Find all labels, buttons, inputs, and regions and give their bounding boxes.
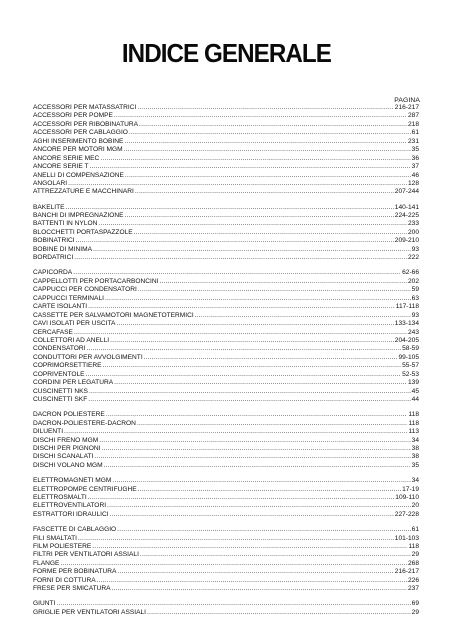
index-entry[interactable] <box>33 155 419 163</box>
entry-label: ELETTROSMALTI <box>33 494 87 501</box>
entry-label: ELETTROPOMPE CENTRIFUGHE <box>33 485 137 493</box>
index-entry[interactable] <box>33 354 419 362</box>
dot-leader <box>60 560 407 568</box>
index-entry[interactable] <box>33 420 419 428</box>
index-entry[interactable] <box>33 254 419 262</box>
index-entry[interactable] <box>33 146 419 154</box>
entry-page-number: 46 <box>411 171 419 179</box>
entry-label: ANELLI DI COMPENSAZIONE <box>33 171 124 179</box>
entry-page-number: 35 <box>411 146 419 154</box>
entry-page-number: 101-103 <box>394 534 419 542</box>
index-entry[interactable] <box>33 511 419 519</box>
index-entry[interactable] <box>33 477 419 485</box>
index-entry[interactable] <box>33 609 419 617</box>
entry-page-number: 202 <box>407 277 419 285</box>
entry-label: ANGOLARI <box>33 179 68 187</box>
dot-leader <box>68 180 407 188</box>
entry-page-number: 140-141 <box>394 203 419 211</box>
index-entry[interactable] <box>33 138 419 146</box>
entry-page-number: 118 <box>408 542 419 550</box>
dot-leader <box>74 254 407 262</box>
dot-leader <box>138 286 411 294</box>
index-entry[interactable] <box>33 560 419 568</box>
entry-label: FORNI DI COTTURA <box>33 576 96 584</box>
index-entry[interactable] <box>33 269 419 277</box>
index-entry[interactable] <box>33 428 419 436</box>
index-entry[interactable] <box>33 388 419 396</box>
entry-page-number: 37 <box>411 163 419 171</box>
entry-label: CONDUTTORI PER AVVOLGIMENTI <box>33 353 143 361</box>
index-entry[interactable] <box>33 543 419 551</box>
dot-leader <box>159 278 407 286</box>
entry-page-number: 61 <box>411 526 419 534</box>
index-entry[interactable] <box>33 337 419 345</box>
entry-page-number: 216-217 <box>394 104 419 111</box>
entry-page-number: 231 <box>407 137 419 145</box>
entry-page-number: 222 <box>407 254 419 262</box>
index-entry[interactable] <box>33 462 419 470</box>
dot-leader <box>76 237 394 245</box>
dot-leader <box>56 600 410 608</box>
entry-page-number: 34 <box>411 477 419 485</box>
entry-label: ELETTROMAGNETI MGM <box>33 477 112 485</box>
entry-page-number: 117-118 <box>395 303 419 311</box>
dot-leader <box>104 462 411 470</box>
dot-leader <box>112 585 407 593</box>
index-entry[interactable] <box>33 129 419 137</box>
index-entry[interactable] <box>33 312 419 320</box>
index-entry[interactable] <box>33 112 419 120</box>
index-group <box>33 526 419 594</box>
index-entry[interactable] <box>33 204 419 212</box>
dot-leader <box>64 428 407 436</box>
entry-page-number: 34 <box>411 436 419 444</box>
index-entry[interactable] <box>33 600 419 608</box>
index-entry[interactable] <box>33 121 419 129</box>
entry-label: ANCORE SERIE MEC <box>33 154 100 162</box>
dot-leader <box>87 345 402 353</box>
dot-leader <box>103 362 402 370</box>
entry-label: FILTRI PER VENTILATORI ASSIALI <box>33 551 139 559</box>
column-header-pagina: PAGINA <box>394 97 420 104</box>
dot-leader <box>114 112 407 120</box>
entry-page-number: 99-105 <box>398 353 419 361</box>
entry-page-number: 204-205 <box>394 336 419 344</box>
index-entry[interactable] <box>33 551 419 559</box>
entry-page-number: 233 <box>407 220 419 228</box>
entry-label: BOBINATRICI <box>33 237 75 245</box>
entry-page-number: 218 <box>407 120 419 128</box>
entry-label: BANCHI DI IMPREGNAZIONE <box>33 212 124 220</box>
entry-label: CORDINI PER LEGATURA <box>33 379 114 387</box>
entry-label: CAPPUCCI PER CONDENSATORI <box>33 286 137 294</box>
entry-page-number: 52-53 <box>402 370 419 378</box>
dot-leader <box>90 163 411 171</box>
index-entry[interactable] <box>33 585 419 593</box>
dot-leader <box>88 494 395 502</box>
entry-page-number: 128 <box>407 179 419 187</box>
index-group <box>33 477 419 519</box>
entry-label: CASSETTE PER SALVAMOTORI MAGNETOTERMICI <box>33 311 194 319</box>
index-entry[interactable] <box>33 494 419 502</box>
index-entry[interactable] <box>33 437 419 445</box>
entry-page-number: 243 <box>407 328 419 336</box>
index-entry[interactable] <box>33 220 419 228</box>
entry-page-number: 20 <box>411 502 419 510</box>
entry-label: ANCORE PER MOTORI MGM <box>33 146 123 154</box>
entry-label: DISCHI PER PIGNONI <box>33 445 101 453</box>
entry-page-number: 44 <box>411 396 419 404</box>
dot-leader <box>124 138 407 146</box>
dot-leader <box>117 526 410 534</box>
index-entry[interactable] <box>33 212 419 220</box>
entry-page-number: 227-228 <box>394 510 419 518</box>
entry-label: ACCESSORI PER MATASSATRICI <box>33 104 137 111</box>
dot-leader <box>98 220 407 228</box>
entry-page-number: 287 <box>407 112 419 120</box>
index-entry[interactable] <box>33 180 419 188</box>
dot-leader <box>88 303 395 311</box>
entry-page-number: 118 <box>408 411 419 419</box>
entry-label: FRESE PER SMICATURA <box>33 585 111 593</box>
entry-page-number: 59 <box>411 286 419 294</box>
dot-leader <box>139 121 407 129</box>
index-group <box>33 104 419 197</box>
entry-page-number: 63 <box>411 294 419 302</box>
entry-label: ACCESSORI PER POMPE <box>33 112 113 120</box>
index-entry[interactable] <box>33 362 419 370</box>
entry-label: FASCETTE DI CABLAGGIO <box>33 526 117 534</box>
entry-page-number: 58-59 <box>402 345 419 353</box>
page-title: INDICE GENERALE <box>121 37 331 68</box>
entry-label: AGHI INSERIMENTO BOBINE <box>33 137 124 145</box>
entry-label: CONDENSATORI <box>33 345 86 353</box>
index-entry[interactable] <box>33 104 419 112</box>
entry-label: CUSCINETTI NKS <box>33 387 88 395</box>
entry-page-number: 139 <box>407 379 419 387</box>
index-entry[interactable] <box>33 303 419 311</box>
dot-leader <box>195 312 411 320</box>
entry-page-number: 237 <box>407 585 419 593</box>
dot-leader <box>106 411 408 419</box>
entry-label: COPRIMORSETTIERE <box>33 362 102 370</box>
dot-leader <box>116 320 393 328</box>
entry-label: FORME PER BOBINATURA <box>33 568 117 576</box>
index-entry[interactable] <box>33 568 419 576</box>
dot-leader <box>137 420 408 428</box>
index-entry[interactable] <box>33 172 419 180</box>
dot-leader <box>117 568 393 576</box>
index-entry[interactable] <box>33 535 419 543</box>
entry-label: GRIGLIE PER VENTILATORI ASSIALI <box>33 608 146 616</box>
dot-leader <box>114 379 407 387</box>
entry-page-number: 38 <box>411 445 419 453</box>
entry-label: CUSCINETTI SKF <box>33 396 88 404</box>
entry-label: CAPPELLOTTI PER PORTACARBONCINI <box>33 277 159 285</box>
index-entry[interactable] <box>33 396 419 404</box>
entry-label: CARTE ISOLANTI <box>33 303 88 311</box>
entry-page-number: 36 <box>411 154 419 162</box>
index-entry[interactable] <box>33 379 419 387</box>
entry-page-number: 109-110 <box>395 494 419 501</box>
dot-leader <box>137 104 393 112</box>
entry-page-number: 55-57 <box>402 362 419 370</box>
index-entry[interactable] <box>33 320 419 328</box>
entry-label: BLOCCHETTI PORTASPAZZOLE <box>33 228 133 236</box>
entry-page-number: 209-210 <box>394 237 419 245</box>
title-area <box>0 31 452 75</box>
dot-leader <box>89 388 411 396</box>
entry-label: COPRIVENTOLE <box>33 370 85 378</box>
entry-page-number: 200 <box>407 228 419 236</box>
entry-label: BATTENTI IN NYLON <box>33 220 98 228</box>
dot-leader <box>105 295 411 303</box>
entry-page-number: 93 <box>411 311 419 319</box>
entry-label: CAPPUCCI TERMINALI <box>33 294 104 302</box>
index-list <box>33 104 419 624</box>
entry-page-number: 61 <box>411 129 419 137</box>
dot-leader <box>94 453 410 461</box>
index-entry[interactable] <box>33 371 419 379</box>
dot-leader <box>125 172 411 180</box>
entry-page-number: 224-225 <box>394 212 419 220</box>
entry-page-number: 69 <box>411 600 419 608</box>
entry-label: DACRON-POLIESTERE-DACRON <box>33 419 136 427</box>
index-entry[interactable] <box>33 486 419 494</box>
entry-label: FLANGE <box>33 559 60 567</box>
dot-leader <box>112 477 410 485</box>
entry-page-number: 226 <box>407 576 419 584</box>
entry-label: DISCHI FRENO MGM <box>33 436 99 444</box>
index-entry[interactable] <box>33 329 419 337</box>
entry-page-number: 207-244 <box>394 188 419 196</box>
entry-label: BORDATRICI <box>33 254 74 262</box>
entry-label: ESTRATTORI IDRAULICI <box>33 510 109 518</box>
dot-leader <box>124 146 411 154</box>
dot-leader <box>66 204 394 212</box>
entry-label: FILM POLIESTERE <box>33 542 92 550</box>
dot-leader <box>125 212 394 220</box>
entry-label: DISCHI VOLANO MGM <box>33 461 103 469</box>
entry-label: CAPICORDA <box>33 269 73 277</box>
entry-label: DACRON POLIESTERE <box>33 411 105 419</box>
dot-leader <box>147 609 411 617</box>
entry-page-number: 133-134 <box>394 320 419 328</box>
index-entry[interactable] <box>33 237 419 245</box>
index-entry[interactable] <box>33 445 419 453</box>
dot-leader <box>97 577 407 585</box>
dot-leader <box>92 543 407 551</box>
entry-label: FILI SMALTATI <box>33 534 77 542</box>
entry-page-number: 268 <box>407 559 419 567</box>
entry-label: ACCESSORI PER CABLAGGIO <box>33 129 128 137</box>
index-entry[interactable] <box>33 502 419 510</box>
entry-page-number: 93 <box>411 245 419 253</box>
entry-label: CAVI ISOLATI PER USCITA <box>33 320 116 328</box>
entry-page-number: 216-217 <box>394 568 419 576</box>
dot-leader <box>99 437 410 445</box>
dot-leader <box>134 229 407 237</box>
index-entry[interactable] <box>33 246 419 254</box>
entry-label: COLLETTORI AD ANELLI <box>33 336 110 344</box>
entry-label: ACCESSORI PER RIBOBINATURA <box>33 120 139 128</box>
entry-page-number: 113 <box>408 428 419 436</box>
entry-page-number: 38 <box>411 453 419 461</box>
entry-page-number: 17-19 <box>402 485 419 493</box>
index-entry[interactable] <box>33 345 419 353</box>
entry-page-number: 35 <box>411 461 419 469</box>
index-entry[interactable] <box>33 278 419 286</box>
entry-page-number: 45 <box>411 387 419 395</box>
entry-label: DILUENTI <box>33 428 64 436</box>
index-entry[interactable] <box>33 526 419 534</box>
index-entry[interactable] <box>33 295 419 303</box>
dot-leader <box>78 535 394 543</box>
index-group <box>33 269 419 404</box>
dot-leader <box>140 551 411 559</box>
entry-label: GIUNTI <box>33 600 56 608</box>
dot-leader <box>74 329 407 337</box>
dot-leader <box>73 269 401 277</box>
dot-leader <box>110 511 394 519</box>
entry-page-number: 29 <box>411 608 419 616</box>
index-entry[interactable] <box>33 453 419 461</box>
dot-leader <box>144 354 398 362</box>
entry-label: ELETTROVENTILATORI <box>33 502 107 510</box>
dot-leader <box>129 129 411 137</box>
entry-label: ANCORE SERIE T <box>33 163 89 171</box>
entry-label: BAKELITE <box>33 203 65 211</box>
index-group <box>33 204 419 263</box>
entry-label: BOBINE DI MINIMA <box>33 245 92 253</box>
dot-leader <box>110 337 394 345</box>
dot-leader <box>100 155 410 163</box>
index-entry[interactable] <box>33 163 419 171</box>
dot-leader <box>107 502 411 510</box>
entry-page-number: 62-66 <box>402 269 419 277</box>
index-group <box>33 600 419 617</box>
index-entry[interactable] <box>33 286 419 294</box>
index-entry[interactable] <box>33 577 419 585</box>
index-entry[interactable] <box>33 188 419 196</box>
entry-label: ATTREZZATURE E MACCHINARI <box>33 188 134 196</box>
dot-leader <box>93 246 411 254</box>
dot-leader <box>86 371 402 379</box>
entry-page-number: 29 <box>411 551 419 559</box>
entry-label: CERCAFASE <box>33 328 73 336</box>
index-group <box>33 411 419 470</box>
dot-leader <box>88 396 410 404</box>
dot-leader <box>101 445 410 453</box>
entry-label: DISCHI SCANALATI <box>33 453 94 461</box>
entry-page-number: 118 <box>408 419 419 427</box>
index-entry[interactable] <box>33 411 419 419</box>
index-entry[interactable] <box>33 229 419 237</box>
dot-leader <box>138 486 401 494</box>
dot-leader <box>135 188 394 196</box>
